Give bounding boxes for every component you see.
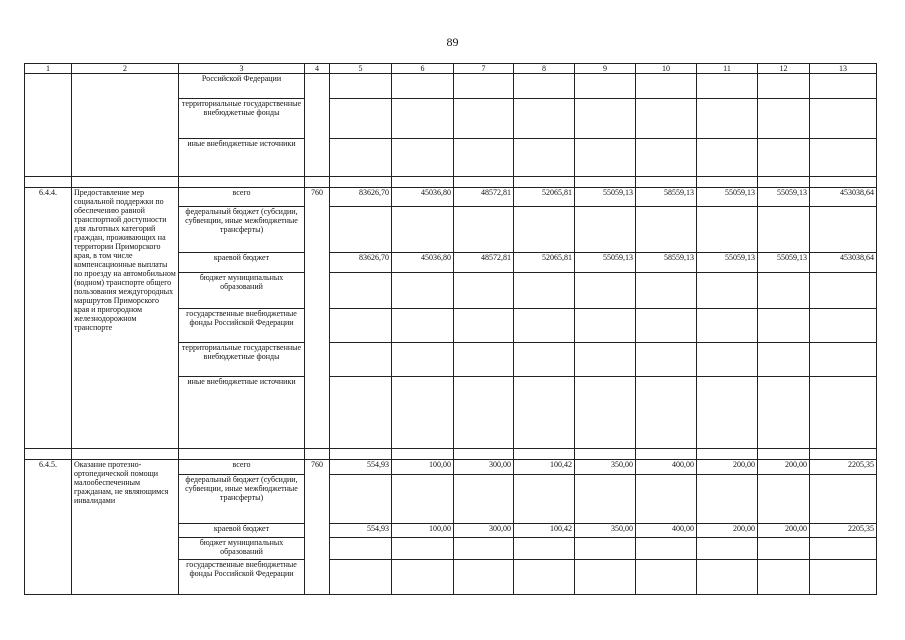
value-cell bbox=[454, 273, 514, 309]
empty-cell bbox=[392, 177, 454, 188]
separator-row bbox=[25, 177, 877, 188]
source-cell: территориальные государственные внебюджетные фонды bbox=[179, 99, 305, 139]
column-header: 8 bbox=[514, 64, 575, 74]
empty-cell bbox=[305, 177, 330, 188]
value-cell bbox=[636, 560, 697, 595]
value-cell bbox=[758, 74, 810, 99]
value-cell bbox=[636, 273, 697, 309]
value-cell bbox=[758, 538, 810, 560]
value-cell: 453038,64 bbox=[810, 188, 877, 207]
value-cell: 100,42 bbox=[514, 460, 575, 475]
value-cell bbox=[330, 377, 392, 449]
value-cell bbox=[636, 309, 697, 343]
empty-cell bbox=[72, 177, 179, 188]
column-header: 5 bbox=[330, 64, 392, 74]
value-cell: 45036,80 bbox=[392, 253, 454, 273]
value-cell bbox=[810, 560, 877, 595]
value-cell bbox=[758, 139, 810, 177]
column-header: 10 bbox=[636, 64, 697, 74]
empty-cell bbox=[575, 449, 636, 460]
value-cell: 200,00 bbox=[758, 524, 810, 538]
empty-cell bbox=[179, 177, 305, 188]
value-cell: 200,00 bbox=[758, 460, 810, 475]
column-header: 7 bbox=[454, 64, 514, 74]
value-cell bbox=[758, 99, 810, 139]
value-cell bbox=[392, 309, 454, 343]
value-cell bbox=[392, 273, 454, 309]
value-cell: 100,00 bbox=[392, 524, 454, 538]
empty-cell bbox=[697, 449, 758, 460]
value-cell: 554,93 bbox=[330, 524, 392, 538]
empty-cell bbox=[575, 177, 636, 188]
value-cell bbox=[454, 343, 514, 377]
source-cell: бюджет муниципальных образований bbox=[179, 273, 305, 309]
value-cell: 400,00 bbox=[636, 524, 697, 538]
value-cell: 300,00 bbox=[454, 460, 514, 475]
value-cell bbox=[454, 207, 514, 253]
value-cell bbox=[636, 538, 697, 560]
empty-cell bbox=[697, 177, 758, 188]
value-cell bbox=[810, 207, 877, 253]
source-cell: иные внебюджетные источники bbox=[179, 377, 305, 449]
value-cell bbox=[330, 273, 392, 309]
value-cell bbox=[392, 560, 454, 595]
value-cell bbox=[392, 74, 454, 99]
value-cell bbox=[636, 475, 697, 524]
value-cell bbox=[575, 343, 636, 377]
value-cell bbox=[810, 343, 877, 377]
empty-cell bbox=[25, 449, 72, 460]
value-cell bbox=[575, 309, 636, 343]
value-cell bbox=[810, 99, 877, 139]
empty-cell bbox=[514, 449, 575, 460]
column-header: 1 bbox=[25, 64, 72, 74]
value-cell bbox=[330, 99, 392, 139]
empty-cell bbox=[636, 449, 697, 460]
value-cell bbox=[330, 139, 392, 177]
value-cell: 55059,13 bbox=[758, 188, 810, 207]
header-row bbox=[25, 64, 877, 74]
value-cell bbox=[330, 74, 392, 99]
value-cell bbox=[810, 74, 877, 99]
source-cell: государственные внебюджетные фонды Российской Федерации bbox=[179, 560, 305, 595]
value-cell bbox=[575, 207, 636, 253]
value-cell: 554,93 bbox=[330, 460, 392, 475]
value-cell: 100,42 bbox=[514, 524, 575, 538]
value-cell bbox=[454, 560, 514, 595]
value-cell bbox=[575, 139, 636, 177]
value-cell bbox=[810, 139, 877, 177]
empty-cell bbox=[179, 449, 305, 460]
column-header: 12 bbox=[758, 64, 810, 74]
value-cell bbox=[697, 377, 758, 449]
budget-table bbox=[24, 63, 877, 595]
value-cell bbox=[636, 74, 697, 99]
separator-row bbox=[25, 449, 877, 460]
value-cell bbox=[514, 538, 575, 560]
source-cell: территориальные государственные внебюджетные фонды bbox=[179, 343, 305, 377]
value-cell bbox=[330, 560, 392, 595]
value-cell: 58559,13 bbox=[636, 188, 697, 207]
value-cell bbox=[810, 475, 877, 524]
value-cell bbox=[454, 538, 514, 560]
value-cell: 300,00 bbox=[454, 524, 514, 538]
value-cell bbox=[330, 309, 392, 343]
value-cell bbox=[810, 309, 877, 343]
value-cell bbox=[392, 377, 454, 449]
empty-cell bbox=[454, 449, 514, 460]
item-code: 6.4.5. bbox=[25, 460, 72, 595]
table-body bbox=[25, 64, 877, 595]
value-cell: 83626,70 bbox=[330, 188, 392, 207]
value-cell bbox=[636, 99, 697, 139]
column-header: 9 bbox=[575, 64, 636, 74]
value-cell bbox=[697, 74, 758, 99]
empty-cell bbox=[810, 449, 877, 460]
value-cell bbox=[758, 377, 810, 449]
source-cell: всего bbox=[179, 460, 305, 475]
column-header: 2 bbox=[72, 64, 179, 74]
value-cell: 55059,13 bbox=[697, 188, 758, 207]
source-cell: Российской Федерации bbox=[179, 74, 305, 99]
empty-cell bbox=[514, 177, 575, 188]
empty-cell bbox=[636, 177, 697, 188]
value-cell bbox=[514, 309, 575, 343]
value-cell: 55059,13 bbox=[758, 253, 810, 273]
value-cell bbox=[697, 560, 758, 595]
value-cell bbox=[454, 139, 514, 177]
value-cell: 55059,13 bbox=[575, 188, 636, 207]
value-cell bbox=[454, 74, 514, 99]
table-row bbox=[25, 74, 877, 99]
value-cell bbox=[575, 475, 636, 524]
value-cell: 453038,64 bbox=[810, 253, 877, 273]
value-cell: 350,00 bbox=[575, 524, 636, 538]
value-cell bbox=[330, 343, 392, 377]
empty-cell bbox=[330, 177, 392, 188]
value-cell bbox=[330, 207, 392, 253]
value-cell: 45036,80 bbox=[392, 188, 454, 207]
value-cell: 83626,70 bbox=[330, 253, 392, 273]
empty-cell bbox=[305, 449, 330, 460]
kbk-cell: 760 bbox=[305, 460, 330, 595]
value-cell bbox=[575, 273, 636, 309]
name-cell bbox=[72, 74, 179, 177]
value-cell: 2205,35 bbox=[810, 524, 877, 538]
value-cell bbox=[758, 475, 810, 524]
value-cell bbox=[758, 273, 810, 309]
value-cell bbox=[514, 560, 575, 595]
value-cell: 200,00 bbox=[697, 524, 758, 538]
value-cell bbox=[758, 560, 810, 595]
value-cell bbox=[454, 377, 514, 449]
value-cell: 350,00 bbox=[575, 460, 636, 475]
value-cell: 400,00 bbox=[636, 460, 697, 475]
value-cell bbox=[514, 273, 575, 309]
column-header: 3 bbox=[179, 64, 305, 74]
value-cell bbox=[454, 99, 514, 139]
value-cell bbox=[330, 538, 392, 560]
value-cell bbox=[514, 74, 575, 99]
value-cell bbox=[454, 475, 514, 524]
value-cell bbox=[454, 309, 514, 343]
empty-cell bbox=[454, 177, 514, 188]
value-cell bbox=[392, 207, 454, 253]
source-cell: иные внебюджетные источники bbox=[179, 139, 305, 177]
value-cell: 52065,81 bbox=[514, 253, 575, 273]
value-cell bbox=[575, 560, 636, 595]
value-cell bbox=[636, 139, 697, 177]
value-cell bbox=[697, 273, 758, 309]
value-cell bbox=[514, 139, 575, 177]
empty-cell bbox=[392, 449, 454, 460]
column-header: 6 bbox=[392, 64, 454, 74]
value-cell bbox=[810, 377, 877, 449]
value-cell bbox=[575, 538, 636, 560]
source-cell: краевой бюджет bbox=[179, 524, 305, 538]
empty-cell bbox=[330, 449, 392, 460]
value-cell bbox=[810, 273, 877, 309]
value-cell bbox=[575, 377, 636, 449]
value-cell bbox=[514, 475, 575, 524]
value-cell: 48572,81 bbox=[454, 188, 514, 207]
value-cell bbox=[636, 207, 697, 253]
value-cell bbox=[392, 99, 454, 139]
table-row bbox=[25, 188, 877, 207]
value-cell bbox=[392, 139, 454, 177]
value-cell bbox=[758, 343, 810, 377]
value-cell bbox=[810, 538, 877, 560]
value-cell: 52065,81 bbox=[514, 188, 575, 207]
value-cell: 100,00 bbox=[392, 460, 454, 475]
value-cell bbox=[697, 309, 758, 343]
code-cell bbox=[25, 74, 72, 177]
kbk-cell bbox=[305, 74, 330, 177]
value-cell bbox=[697, 207, 758, 253]
value-cell bbox=[697, 538, 758, 560]
source-cell: федеральный бюджет (субсидии, субвенции, иные межбюджетные трансферты) bbox=[179, 475, 305, 524]
kbk-cell: 760 bbox=[305, 188, 330, 449]
column-header: 11 bbox=[697, 64, 758, 74]
value-cell bbox=[514, 99, 575, 139]
value-cell: 55059,13 bbox=[697, 253, 758, 273]
value-cell bbox=[514, 377, 575, 449]
value-cell bbox=[697, 139, 758, 177]
value-cell bbox=[636, 343, 697, 377]
value-cell bbox=[514, 343, 575, 377]
value-cell: 200,00 bbox=[697, 460, 758, 475]
page-number: 89 bbox=[446, 35, 459, 49]
value-cell: 55059,13 bbox=[575, 253, 636, 273]
empty-cell bbox=[758, 449, 810, 460]
value-cell bbox=[697, 99, 758, 139]
value-cell bbox=[330, 475, 392, 524]
value-cell bbox=[392, 343, 454, 377]
source-cell: всего bbox=[179, 188, 305, 207]
value-cell bbox=[758, 207, 810, 253]
value-cell bbox=[575, 74, 636, 99]
value-cell bbox=[392, 538, 454, 560]
value-cell: 2205,35 bbox=[810, 460, 877, 475]
empty-cell bbox=[25, 177, 72, 188]
item-name: Оказание протезно-ортопедической помощи малообеспеченным гражданам, не являющимся инвалидами bbox=[72, 460, 179, 595]
column-header: 4 bbox=[305, 64, 330, 74]
table-row bbox=[25, 460, 877, 475]
value-cell bbox=[697, 475, 758, 524]
value-cell bbox=[575, 99, 636, 139]
source-cell: краевой бюджет bbox=[179, 253, 305, 273]
source-cell: бюджет муниципальных образований bbox=[179, 538, 305, 560]
item-name: Предоставление мер социальной поддержки по обеспечению равной транспортной доступности для льготных категорий граждан, проживающих на территории Приморского края, в том числе компенсационные выплаты по проезду на автомобильном (водном) транспорте общего пользования междугородных маршрутов Приморского края и пригородном железнодорожном транспорте bbox=[72, 188, 179, 449]
value-cell: 58559,13 bbox=[636, 253, 697, 273]
empty-cell bbox=[810, 177, 877, 188]
empty-cell bbox=[758, 177, 810, 188]
value-cell bbox=[392, 475, 454, 524]
value-cell bbox=[758, 309, 810, 343]
value-cell bbox=[636, 377, 697, 449]
source-cell: государственные внебюджетные фонды Российской Федерации bbox=[179, 309, 305, 343]
column-header: 13 bbox=[810, 64, 877, 74]
source-cell: федеральный бюджет (субсидии, субвенции, иные межбюджетные трансферты) bbox=[179, 207, 305, 253]
value-cell bbox=[697, 343, 758, 377]
value-cell: 48572,81 bbox=[454, 253, 514, 273]
empty-cell bbox=[72, 449, 179, 460]
value-cell bbox=[514, 207, 575, 253]
item-code: 6.4.4. bbox=[25, 188, 72, 449]
